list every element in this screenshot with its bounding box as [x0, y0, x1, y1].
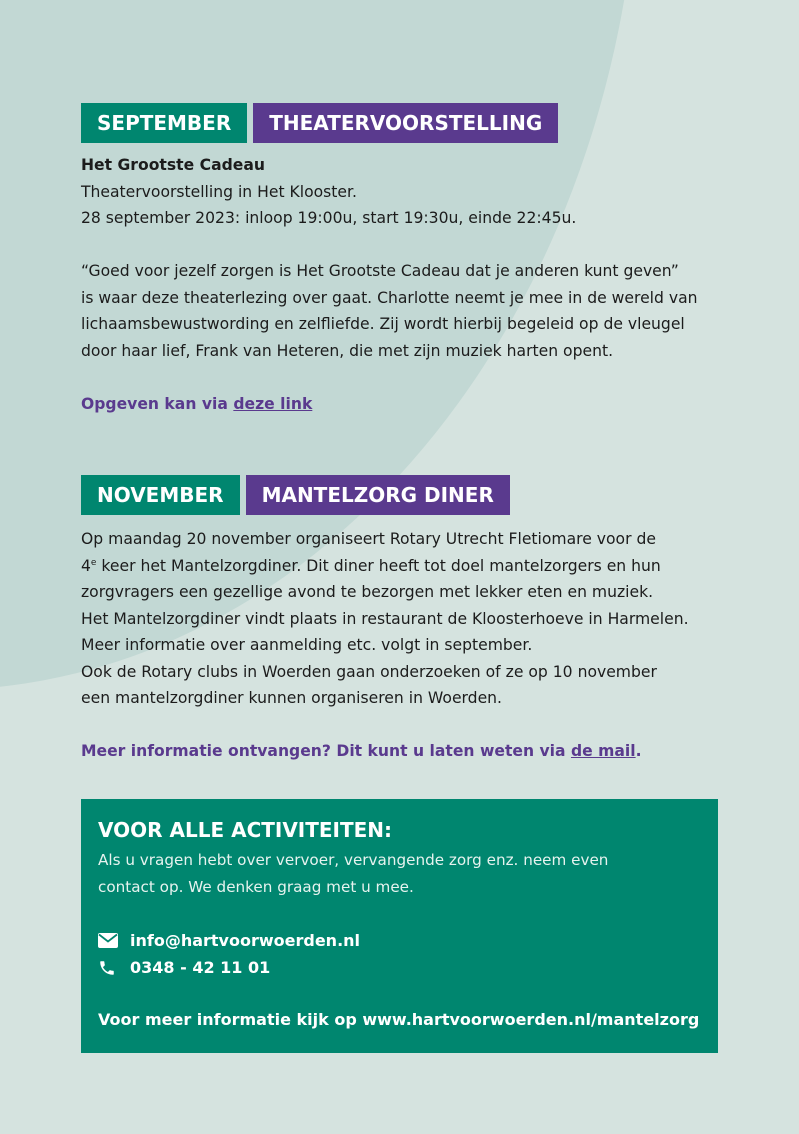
info-box-text: Als u vragen hebt over vervoer, vervangende zorg enz. neem even [98, 851, 609, 869]
paragraph-line: Op maandag 20 november organiseert Rotary Utrecht Fletiomare voor de [81, 530, 656, 548]
november-content [81, 526, 731, 765]
phone-row[interactable] [98, 954, 701, 981]
phone-number[interactable]: 0348 - 42 11 01 [130, 958, 271, 977]
info-box-text: contact op. We denken graag met u mee. [98, 878, 414, 896]
event-line: 28 september 2023: inloop 19:00u, start 19:30u, einde 22:45u. [81, 209, 577, 227]
paragraph-line: een mantelzorgdiner kunnen organiseren in Woerden. [81, 689, 503, 707]
more-info-line: Voor meer informatie kijk op www.hartvoorwoerden.nl/mantelzorg [98, 1010, 700, 1029]
signup-link[interactable]: deze link [233, 394, 313, 413]
september-header [81, 103, 558, 143]
paragraph-line: zorgvragers een gezellige avond te bezorgen met lekker eten en muziek. [81, 583, 654, 601]
phone-icon [98, 959, 120, 977]
topic-tag-theatervoorstelling: THEATERVOORSTELLING [253, 103, 558, 143]
month-tag-november: NOVEMBER [81, 475, 240, 515]
envelope-icon [98, 933, 120, 948]
contact-list [98, 927, 701, 981]
november-header [81, 475, 510, 515]
paragraph-line: Ook de Rotary clubs in Woerden gaan onderzoeken of ze op 10 november [81, 662, 657, 681]
mail-cta: Meer informatie ontvangen? Dit kunt u laten weten via de mail. [81, 742, 642, 760]
paragraph-line: 4e keer het Mantelzorgdiner. Dit diner heeft tot doel mantelzorgers en hun [81, 556, 661, 575]
event-line: Theatervoorstelling in Het Klooster. [81, 182, 357, 201]
email-row[interactable] [98, 927, 701, 954]
email-address[interactable]: info@hartvoorwoerden.nl [130, 931, 361, 950]
info-box [81, 799, 718, 1053]
topic-tag-mantelzorg-diner: MANTELZORG DINER [246, 475, 510, 515]
quote-line: door haar lief, Frank van Heteren, die met zijn muziek harten opent. [81, 341, 614, 360]
signup-cta: Opgeven kan via deze link [81, 394, 313, 413]
info-box-title: VOOR ALLE ACTIVITEITEN: [98, 818, 393, 842]
event-title: Het Grootste Cadeau [81, 156, 265, 174]
paragraph-line: Meer informatie over aanmelding etc. volgt in september. [81, 636, 533, 654]
quote-line: is waar deze theaterlezing over gaat. Charlotte neemt je mee in de wereld van [81, 288, 698, 307]
quote-line: lichaamsbewustwording en zelfliefde. Zij wordt hierbij begeleid op de vleugel [81, 315, 685, 333]
september-content [81, 152, 731, 417]
month-tag-september: SEPTEMBER [81, 103, 247, 143]
mail-link[interactable]: de mail [570, 742, 636, 760]
paragraph-line: Het Mantelzorgdiner vindt plaats in restaurant de Kloosterhoeve in Harmelen. [81, 609, 689, 628]
quote-line: “Goed voor jezelf zorgen is Het Grootste Cadeau dat je anderen kunt geven” [81, 262, 679, 280]
